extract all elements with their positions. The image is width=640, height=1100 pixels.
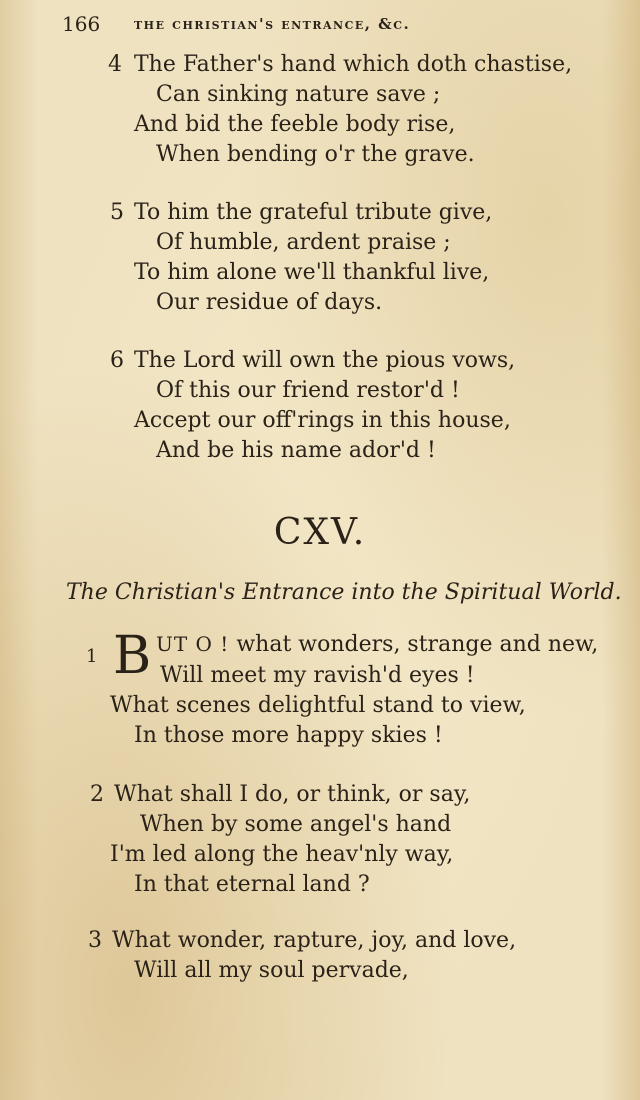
verse-line: To him the grateful tribute give, [134, 200, 493, 225]
verse-line: The Lord will own the pious vows, [134, 348, 516, 373]
drop-cap: B [113, 626, 152, 686]
verse-line: When bending o'r the grave. [156, 142, 475, 167]
verse-line: The Father's hand which doth chastise, [134, 52, 573, 77]
verse-line: And be his name ador'd ! [156, 438, 436, 463]
verse-line: To him alone we'll thankful live, [134, 260, 490, 285]
verse-line [156, 632, 598, 657]
verse-line: Our residue of days. [156, 290, 383, 315]
running-title: the christian's entrance, &c. [134, 15, 411, 33]
verse-line: What scenes delightful stand to view, [110, 693, 526, 718]
verse-line: Will meet my ravish'd eyes ! [160, 663, 475, 688]
page-number: 166 [62, 12, 101, 36]
first-line-caps: UT O ! [156, 632, 230, 656]
verse-line: Can sinking nature save ; [156, 82, 441, 107]
verse-line: Accept our off'rings in this house, [134, 408, 511, 433]
first-line-rest: what wonders, strange and new, [229, 632, 599, 657]
verse-line: Will all my soul pervade, [134, 958, 409, 983]
verse-number: 4 [108, 52, 122, 77]
verse-line: In that eternal land ? [134, 872, 370, 897]
verse-line: Of this our friend restor'd ! [156, 378, 460, 403]
verse-number: 1 [86, 646, 98, 667]
running-head [62, 12, 562, 36]
verse-line: What wonder, rapture, joy, and love, [112, 928, 517, 953]
hymn-title: The Christian's Entrance into the Spiritual World. [66, 580, 622, 605]
verse-number: 6 [110, 348, 124, 373]
verse-line: And bid the feeble body rise, [134, 112, 456, 137]
section-number: CXV. [273, 512, 367, 553]
verse-line: In those more happy skies ! [134, 723, 443, 748]
verse-line: What shall I do, or think, or say, [114, 782, 471, 807]
verse-line: When by some angel's hand [140, 812, 452, 837]
verse-number: 2 [90, 782, 104, 807]
verse-line: Of humble, ardent praise ; [156, 230, 451, 255]
verse-number: 5 [110, 200, 124, 225]
verse-number: 3 [88, 928, 102, 953]
verse-line: I'm led along the heav'nly way, [110, 842, 454, 867]
